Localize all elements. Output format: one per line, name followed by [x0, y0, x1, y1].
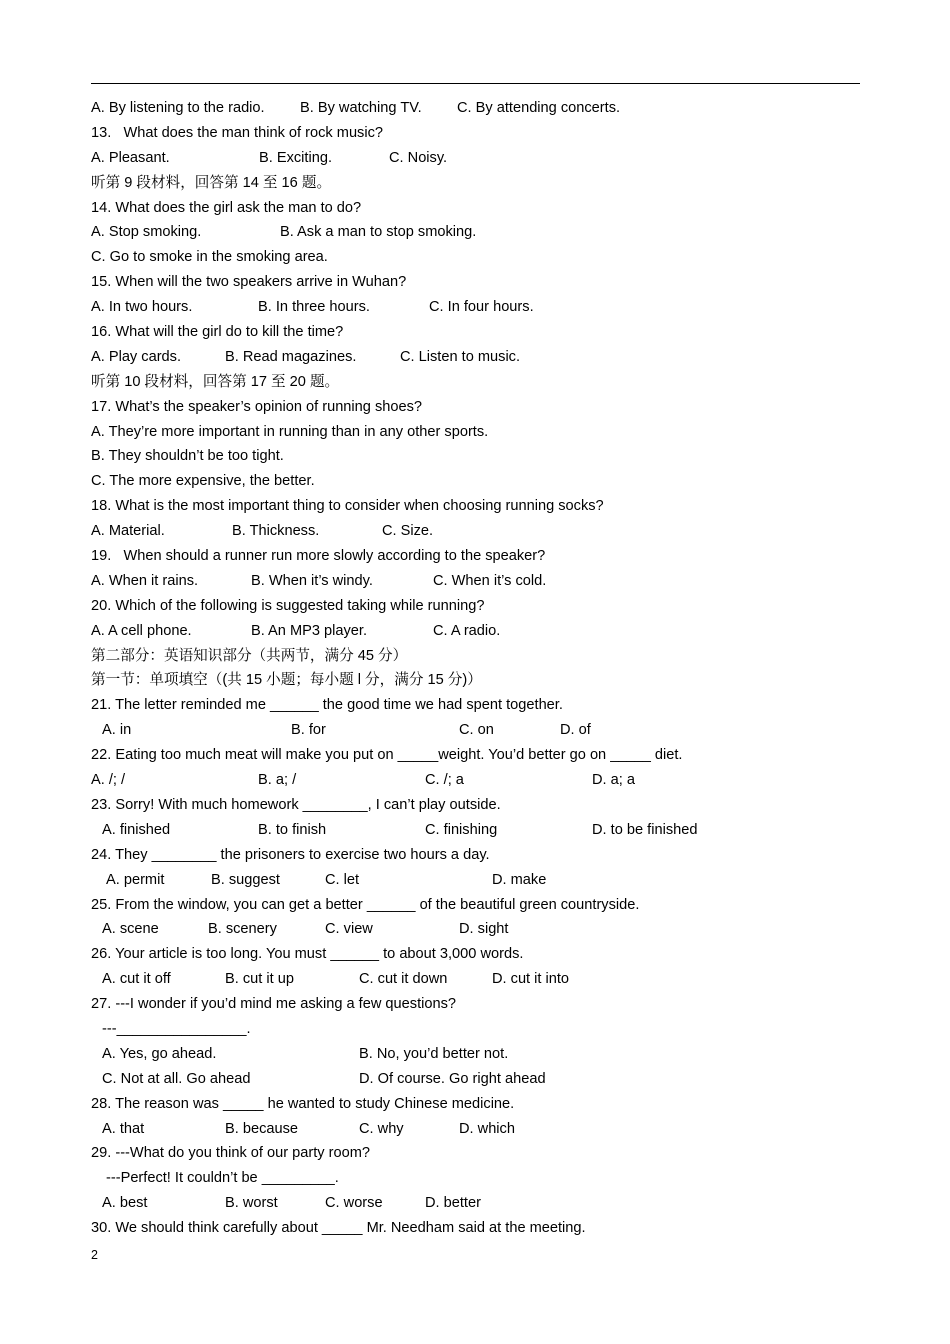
text-line — [91, 693, 861, 718]
text-line — [91, 295, 861, 320]
line-text: ---________________. — [102, 1020, 251, 1037]
option-text: A. By listening to the radio. — [91, 100, 265, 116]
text-line — [91, 370, 861, 395]
option-text: B. a; / — [258, 772, 297, 789]
text-line — [91, 1017, 861, 1042]
text-line — [91, 96, 861, 121]
text-line — [91, 395, 861, 420]
text-line — [91, 967, 861, 992]
line-text: 19. When should a runner run more slowly according to the speaker? — [91, 548, 546, 565]
line-text: 25. From the window, you can get a better ______ of the beautiful green countryside. — [91, 896, 640, 913]
line-text: ---Perfect! It couldn’t be _________. — [106, 1170, 339, 1187]
option-text: B. for — [291, 722, 326, 739]
option-text: C. view — [325, 921, 373, 938]
option-text: A. scene — [102, 921, 159, 938]
option-text: C. Not at all. Go ahead — [102, 1070, 251, 1087]
line-text: 24. They ________ the prisoners to exercise two hours a day. — [91, 846, 490, 863]
text-line — [91, 868, 861, 893]
option-text: A. In two hours. — [91, 299, 193, 316]
line-text: 18. What is the most important thing to consider when choosing running socks? — [91, 498, 604, 515]
option-text: A. best — [102, 1195, 148, 1212]
option-text: D. a; a — [592, 772, 635, 789]
option-text: C. By attending concerts. — [457, 100, 621, 116]
line-text: 22. Eating too much meat will make you put on _____weight. You’d better go on _____ diet. — [91, 747, 683, 764]
header-rule — [91, 83, 860, 84]
option-text: C. /; a — [425, 772, 464, 789]
line-text: 17. What’s the speaker’s opinion of running shoes? — [91, 398, 423, 415]
option-text: B. When it’s windy. — [251, 572, 373, 589]
option-text: A. Yes, go ahead. — [102, 1045, 217, 1062]
text-line — [91, 1042, 861, 1067]
text-line — [91, 146, 861, 171]
option-text: D. cut it into — [492, 971, 570, 988]
option-text: B. to finish — [258, 821, 327, 838]
text-line — [91, 245, 861, 270]
option-text: C. Noisy. — [389, 149, 448, 166]
option-text: B. An MP3 player. — [251, 622, 368, 639]
option-text: A. A cell phone. — [91, 622, 192, 639]
option-text: B. No, you’d better not. — [359, 1045, 509, 1062]
option-text: A. /; / — [91, 772, 126, 789]
option-text: A. Material. — [91, 523, 165, 540]
text-line — [91, 444, 861, 469]
text-line — [91, 942, 861, 967]
line-text: 第二部分：英语知识部分（共两节，满分 45 分） — [91, 647, 408, 664]
line-text: 听第 10 段材料，回答第 17 至 20 题。 — [91, 373, 340, 390]
option-text: A. Stop smoking. — [91, 224, 202, 241]
option-text: C. Listen to music. — [400, 348, 521, 365]
line-text: 28. The reason was _____ he wanted to study Chinese medicine. — [91, 1095, 515, 1112]
line-text: 21. The letter reminded me ______ the good time we had spent together. — [91, 697, 563, 714]
option-text: B. worst — [225, 1195, 278, 1212]
text-line — [91, 469, 861, 494]
text-line — [91, 793, 861, 818]
text-line — [91, 893, 861, 918]
option-text: B. cut it up — [225, 971, 294, 988]
option-text: D. to be finished — [592, 821, 698, 838]
text-line — [91, 718, 861, 743]
text-line — [91, 1067, 861, 1092]
document-body — [91, 96, 861, 1241]
option-text: A. Pleasant. — [91, 149, 170, 166]
text-line — [91, 644, 861, 669]
text-line — [91, 121, 861, 146]
line-text: 14. What does the girl ask the man to do? — [91, 199, 362, 216]
option-text: B. Ask a man to stop smoking. — [280, 224, 477, 241]
option-text: C. A radio. — [433, 622, 501, 639]
option-text: B. Read magazines. — [225, 348, 357, 365]
option-text: A. in — [102, 722, 132, 739]
text-line — [91, 1092, 861, 1117]
line-text: C. The more expensive, the better. — [91, 473, 315, 490]
text-line — [91, 320, 861, 345]
line-text: 20. Which of the following is suggested taking while running? — [91, 597, 485, 614]
option-text: B. In three hours. — [258, 299, 370, 316]
option-text: B. because — [225, 1120, 299, 1137]
text-line — [91, 1166, 861, 1191]
text-line — [91, 843, 861, 868]
line-text: A. They’re more important in running than in any other sports. — [91, 423, 489, 440]
option-text: D. make — [492, 871, 547, 888]
line-text: 16. What will the girl do to kill the time? — [91, 324, 344, 341]
option-text: A. that — [102, 1120, 145, 1137]
text-line — [91, 220, 861, 245]
text-line — [91, 171, 861, 196]
option-text: A. Play cards. — [91, 348, 182, 365]
text-line — [91, 768, 861, 793]
text-line — [91, 1141, 861, 1166]
line-text: 30. We should think carefully about _____ Mr. Needham said at the meeting. — [91, 1220, 586, 1237]
text-line — [91, 544, 861, 569]
option-text: C. finishing — [425, 821, 498, 838]
page-number: 2 — [91, 1248, 98, 1262]
option-text: D. better — [425, 1195, 481, 1212]
option-text: A. finished — [102, 821, 171, 838]
text-line — [91, 619, 861, 644]
option-text: C. why — [359, 1120, 404, 1137]
option-text: C. In four hours. — [429, 299, 534, 316]
text-line — [91, 992, 861, 1017]
text-line — [91, 420, 861, 445]
option-text: C. let — [325, 871, 360, 888]
option-text: C. cut it down — [359, 971, 448, 988]
option-text: B. Thickness. — [232, 523, 320, 540]
line-text: 27. ---I wonder if you’d mind me asking a few questions? — [91, 996, 457, 1013]
option-text: C. When it’s cold. — [433, 572, 547, 589]
line-text: 13. What does the man think of rock music? — [91, 124, 384, 141]
text-line — [91, 917, 861, 942]
option-text: B. By watching TV. — [300, 100, 422, 116]
text-line — [91, 668, 861, 693]
option-text: D. Of course. Go right ahead — [359, 1070, 546, 1087]
option-text: D. of — [560, 722, 591, 739]
option-text: B. suggest — [211, 871, 280, 888]
option-text: D. sight — [459, 921, 509, 938]
option-text: A. When it rains. — [91, 572, 199, 589]
option-text: C. worse — [325, 1195, 383, 1212]
option-text: A. permit — [106, 871, 165, 888]
option-text: C. Size. — [382, 523, 434, 540]
line-text: 第一节：单项填空（(共 15 小题；每小题 l 分，满分 15 分)） — [91, 672, 482, 689]
line-text: 29. ---What do you think of our party room? — [91, 1145, 371, 1162]
line-text: 26. Your article is too long. You must ______ to about 3,000 words. — [91, 946, 524, 963]
text-line — [91, 494, 861, 519]
text-line — [91, 1191, 861, 1216]
text-line — [91, 743, 861, 768]
text-line — [91, 519, 861, 544]
option-text: B. Exciting. — [259, 149, 332, 166]
option-text: B. scenery — [208, 921, 277, 938]
text-line — [91, 594, 861, 619]
text-line — [91, 196, 861, 221]
line-text: 23. Sorry! With much homework ________, I can’t play outside. — [91, 796, 501, 813]
text-line — [91, 818, 861, 843]
line-text: 听第 9 段材料，回答第 14 至 16 题。 — [91, 174, 332, 191]
line-text: B. They shouldn’t be too tight. — [91, 448, 284, 465]
text-line — [91, 1117, 861, 1142]
text-line — [91, 270, 861, 295]
option-text: C. on — [459, 722, 494, 739]
text-line — [91, 1216, 861, 1241]
text-line — [91, 569, 861, 594]
line-text: 15. When will the two speakers arrive in Wuhan? — [91, 274, 407, 291]
option-text: A. cut it off — [102, 971, 171, 988]
text-line — [91, 345, 861, 370]
option-text: D. which — [459, 1120, 515, 1137]
line-text: C. Go to smoke in the smoking area. — [91, 249, 328, 266]
